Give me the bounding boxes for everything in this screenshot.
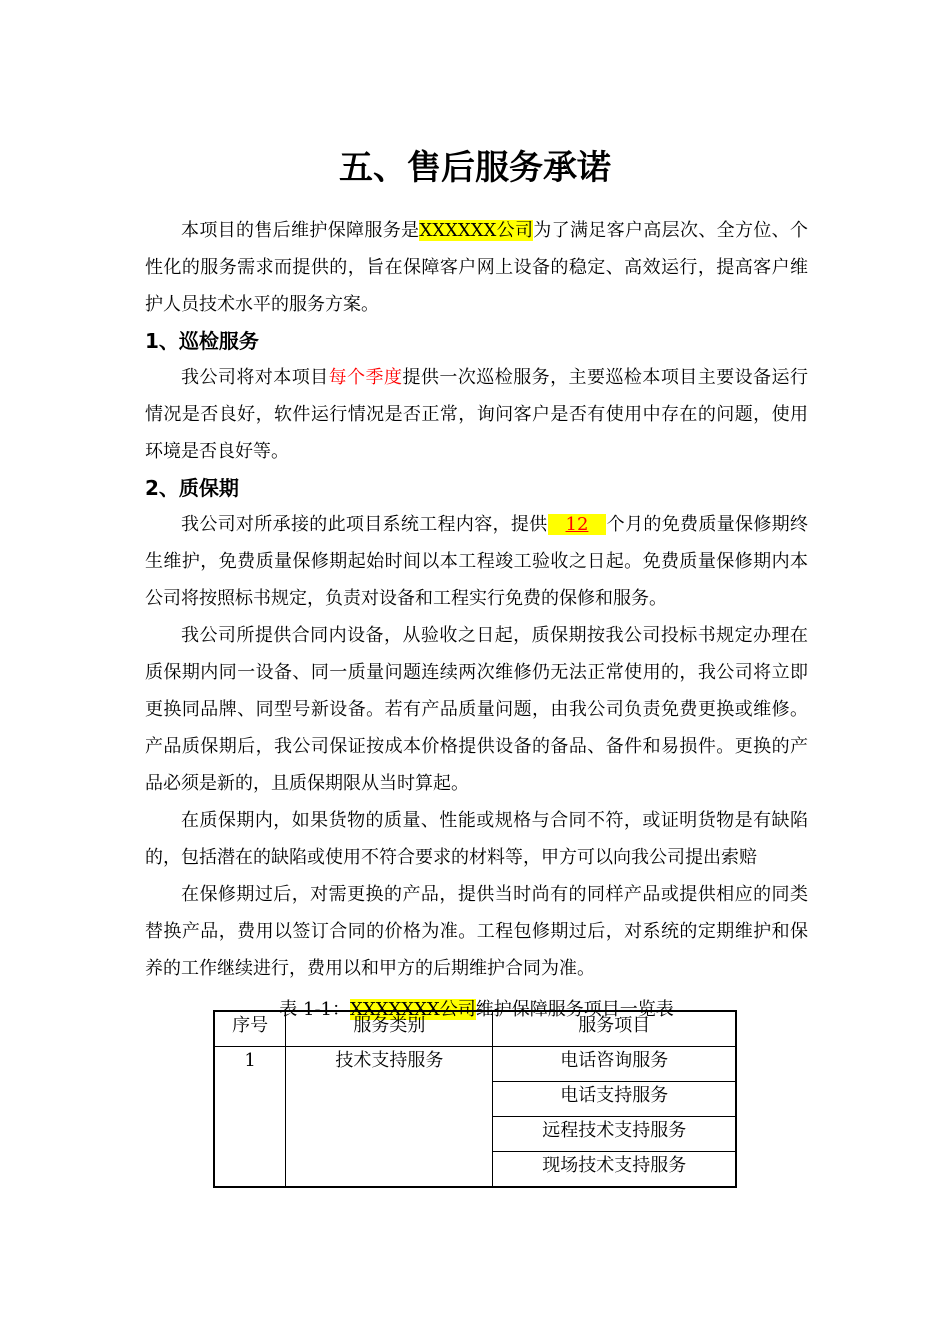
- warranty-text-after: 个月的免费质量保修期终生维护，免费质量保修期起始时间以本工程竣工验收之日起。免费质量保修期内本公司将按照标书规定，负责对设备和工程实行免费的保修和服务。: [145, 514, 809, 609]
- inspection-text-after: 提供一次巡检服务，主要巡检本项目主要设备运行情况是否良好，软件运行情况是否正常，询问客户是否有使用中存在的问题，使用环境是否良好等。: [145, 367, 809, 462]
- table-header-row: [214, 1011, 736, 1047]
- warranty-paragraph-3: 在质保期内，如果货物的质量、性能或规格与合同不符，或证明货物是有缺陷的，包括潜在的缺陷或使用不符合要求的材料等，甲方可以向我公司提出索赔: [145, 810, 808, 868]
- caption-prefix: 表 1-1：: [279, 999, 350, 1020]
- header-items: 服务项目: [493, 1011, 736, 1047]
- service-item: 远程技术支持服务: [493, 1117, 736, 1152]
- warranty-paragraph-1: [145, 506, 808, 617]
- caption-company-highlight: XXXXXXX公司: [350, 999, 476, 1020]
- caption-suffix: 维护保障服务项目一览表: [475, 999, 674, 1020]
- table-row: [214, 1047, 736, 1082]
- row-number: 1: [214, 1047, 286, 1188]
- intro-text-before: 本项目的售后维护保障服务是: [181, 220, 420, 241]
- page-title: 五、售后服务承诺: [339, 148, 611, 188]
- warranty-paragraph-2: 我公司所提供合同内设备，从验收之日起，质保期按我公司投标书规定办理在质保期内同一设备、同一质量问题连续两次维修仍无法正常使用的，我公司将立即更换同品牌、同型号新设备。若有产品质量问题，由我公司负责免费更换或维修。产品质保期后，我公司保证按成本价格提供设备的备品、备件和易损件。更换的产品必须是新的，且质保期限从当时算起。: [145, 625, 808, 794]
- service-item: 电话支持服务: [493, 1082, 736, 1117]
- service-category: 技术支持服务: [286, 1047, 493, 1188]
- document-body: [145, 212, 808, 1025]
- intro-text-after: 为了满足客户高层次、全方位、个性化的服务需求而提供的，旨在保障客户网上设备的稳定、高效运行，提高客户维护人员技术水平的服务方案。: [145, 220, 809, 315]
- warranty-months: 12: [548, 514, 607, 535]
- header-no: 序号: [214, 1011, 286, 1047]
- inspection-frequency: 每个季度: [328, 367, 403, 388]
- warranty-paragraph-4: 在保修期过后，对需更换的产品，提供当时尚有的同样产品或提供相应的同类替换产品，费用以签订合同的价格为准。工程包修期过后，对系统的定期维护和保养的工作继续进行，费用以和甲方的后期维护合同为准。: [145, 884, 808, 979]
- inspection-paragraph: [145, 359, 808, 470]
- inspection-text-before: 我公司将对本项目: [181, 367, 329, 388]
- company-name-highlight: XXXXXX公司: [419, 220, 534, 241]
- service-item: 现场技术支持服务: [493, 1152, 736, 1188]
- warranty-text-before: 我公司对所承接的此项目系统工程内容，提供: [181, 514, 548, 535]
- header-category: 服务类别: [286, 1011, 493, 1047]
- service-table: [213, 1010, 737, 1188]
- service-item: 电话咨询服务: [493, 1047, 736, 1082]
- section-heading-warranty: 2、质保期: [145, 476, 239, 500]
- intro-paragraph: [145, 212, 808, 323]
- section-heading-inspection: 1、巡检服务: [145, 329, 259, 353]
